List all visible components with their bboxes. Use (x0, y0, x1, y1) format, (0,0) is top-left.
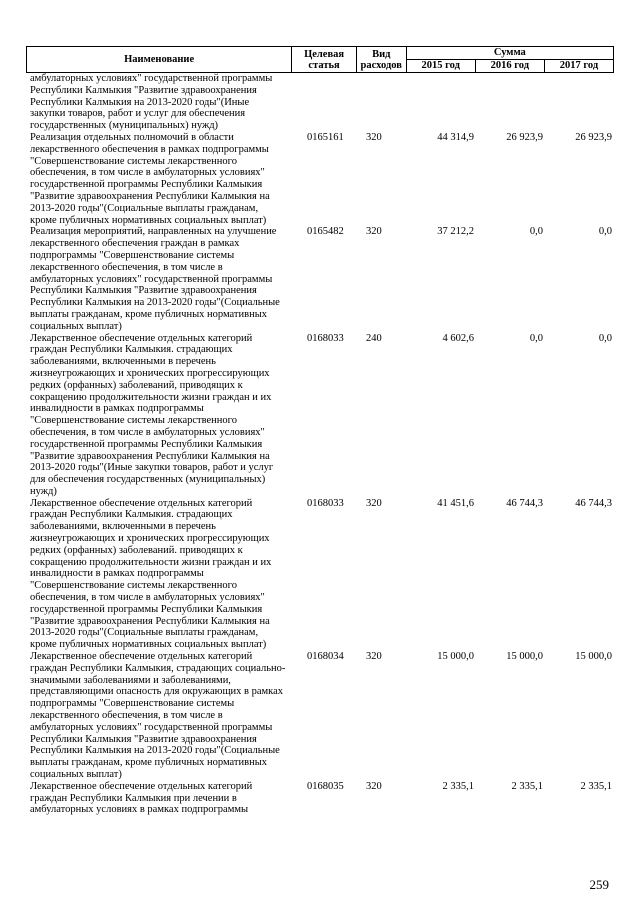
row-2015: 4 602,6 (442, 332, 474, 344)
row-target-article: 0168033 (307, 332, 344, 344)
row-2016: 0,0 (529, 226, 543, 238)
page-number: 259 (589, 877, 609, 892)
row-target-article: 0168035 (307, 780, 344, 792)
row-2016: 0,0 (529, 332, 543, 344)
header-expense-type: Вид расходов (356, 47, 406, 73)
header-2015: 2015 год (406, 60, 475, 73)
table-row (26, 132, 614, 226)
row-target-article: 0168033 (307, 497, 344, 509)
table-body (26, 73, 614, 816)
row-2015: 44 314,9 (437, 131, 474, 143)
table-row (26, 781, 614, 816)
row-2015: 15 000,0 (437, 651, 474, 663)
row-expense-type: 320 (366, 497, 382, 509)
row-2016: 46 744,3 (506, 497, 543, 509)
row-name: Лекарственное обеспечение отдельных категорий граждан Республики Калмыкия. страдающих заболеваниями, включенными в перечень жизнеугрожающих и хронических прогрессирующих редких (орфанных) заболеваний, приводящих к сокращению продолжительности жизни граждан и их инвалидности в рамках подпрограммы "Совершенствование системы лекарственного обеспечения, в том числе в амбулаторных условиях" государственной программы Республики Калмыкия "Развитие здравоохранения Республики Калмыкия на 2013-2020 годы"(Иные закупки товаров, работ и услуг для обеспечения государственных (муниципальных) нужд) (30, 332, 274, 497)
row-2017: 2 335,1 (580, 780, 612, 792)
row-2017: 0,0 (598, 332, 612, 344)
row-name: Реализация мероприятий, направленных на улучшение лекарственного обеспечения граждан в рамках подпрограммы "Совершенствование системы лекарственного обеспечения, в том числе в амбулаторных условиях" государственной программы Республики Калмыкия "Развитие здравоохранения Республики Калмыкия на 2013-2020 годы"(Социальные выплаты гражданам, кроме публичных нормативных социальных выплат) (30, 226, 280, 332)
row-target-article: 0168034 (307, 651, 344, 663)
header-name: Наименование (27, 47, 292, 73)
header-2017: 2017 год (544, 60, 613, 73)
row-2017: 46 744,3 (575, 497, 612, 509)
row-2017: 26 923,9 (575, 131, 612, 143)
row-name: Реализация отдельных полномочий в области лекарственного обеспечения в рамках подпрограммы "Совершенствование системы лекарственного обеспечения, в том числе в амбулаторных условиях" государственной программы Республики Калмыкия "Развитие здравоохранения Республики Калмыкия на 2013-2020 годы"(Социальные выплаты гражданам, кроме публичных нормативных социальных выплат) (30, 131, 270, 226)
header-sum: Сумма (406, 47, 613, 60)
row-2017: 0,0 (598, 226, 612, 238)
row-expense-type: 320 (366, 651, 382, 663)
table-row (26, 333, 614, 498)
table-row (26, 498, 614, 651)
row-2017: 15 000,0 (575, 651, 612, 663)
row-name: Лекарственное обеспечение отдельных категорий граждан Республики Калмыкия при лечении в амбулаторных условиях в рамках подпрограммы (30, 780, 253, 816)
row-2016: 26 923,9 (506, 131, 543, 143)
row-expense-type (358, 73, 407, 132)
row-target-article (294, 73, 358, 132)
table-row (26, 226, 614, 332)
table-header (26, 46, 614, 73)
row-expense-type: 320 (366, 131, 382, 143)
header-target-article: Целевая статья (292, 47, 357, 73)
row-name: Лекарственное обеспечение отдельных категорий граждан Республики Калмыкия, страдающих социально- значимыми заболеваниями и заболеваниями, представляющими опасность для окружающих в рамках подпрограммы "Совершенствование системы лекарственного обеспечения, в том числе в амбулаторных условиях" государственной программы Республики Калмыкия "Развитие здравоохранения Республики Калмыкия на 2013-2020 годы"(Социальные выплаты гражданам, кроме публичных нормативных социальных выплат) (30, 651, 286, 781)
row-2017 (545, 73, 614, 132)
row-2015: 2 335,1 (442, 780, 474, 792)
row-name: Лекарственное обеспечение отдельных категорий граждан Республики Калмыкия. страдающих заболеваниями, включенными в перечень жизнеугрожающих и хронических прогрессирующих редких (орфанных) заболеваний. приводящих к сокращению продолжительности жизни граждан и их инвалидности в рамках подпрограммы "Совершенствование системы лекарственного обеспечения, в том числе в амбулаторных условиях" государственной программы Республики Калмыкия "Развитие здравоохранения Республики Калмыкия на 2013-2020 годы"(Социальные выплаты гражданам, кроме публичных нормативных социальных выплат) (30, 497, 272, 651)
row-target-article: 0165161 (307, 131, 344, 143)
row-2015: 41 451,6 (437, 497, 474, 509)
row-expense-type: 240 (366, 332, 382, 344)
header-2016: 2016 год (475, 60, 544, 73)
row-2016: 15 000,0 (506, 651, 543, 663)
row-target-article: 0165482 (307, 226, 344, 238)
row-2015: 37 212,2 (437, 226, 474, 238)
row-2016: 2 335,1 (511, 780, 543, 792)
row-2015 (407, 73, 476, 132)
table-row (26, 73, 614, 132)
row-expense-type: 320 (366, 226, 382, 238)
table-row (26, 651, 614, 781)
row-name: амбулаторных условиях" государственной программы Республики Калмыкия "Развитие здравоохранения Республики Калмыкия на 2013-2020 годы"(Иные закупки товаров, работ и услуг для обеспечения государственных (муниципальных) нужд) (30, 73, 273, 132)
row-expense-type: 320 (366, 780, 382, 792)
row-2016 (476, 73, 545, 132)
